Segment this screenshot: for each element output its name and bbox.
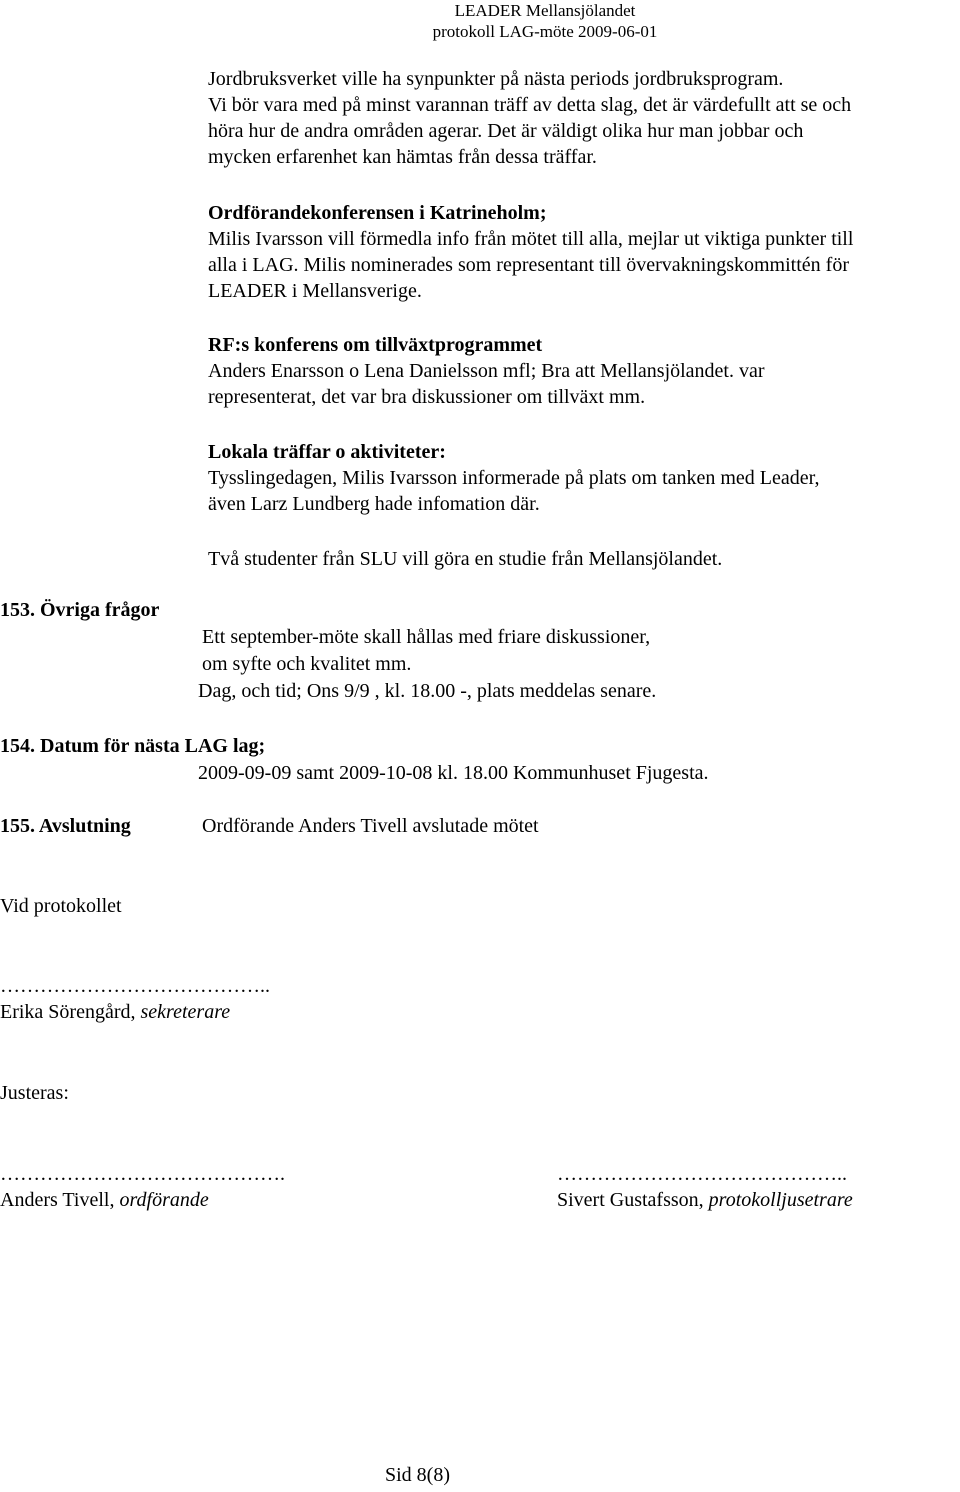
item-154-text: 2009-09-09 samt 2009-10-08 kl. 18.00 Kommunhuset Fjugesta. (198, 762, 709, 784)
section-heading-ordforandekonferens: Ordförandekonferensen i Katrineholm; (208, 202, 547, 224)
adjuster-signature (557, 1187, 853, 1213)
item-155-label: 155. Avslutning (0, 815, 131, 837)
item-154-label: 154. Datum för nästa LAG lag; (0, 735, 266, 757)
chair-name: Anders Tivell, (0, 1189, 120, 1211)
paragraph-line: Tysslingedagen, Milis Ivarsson informerade på plats om tanken med Leader, (208, 467, 820, 489)
item-153-line: Dag, och tid; Ons 9/9 , kl. 18.00 -, plats meddelas senare. (198, 680, 657, 702)
justeras-label: Justeras: (0, 1082, 69, 1104)
item-153-line: om syfte och kvalitet mm. (202, 653, 412, 675)
intro-line: Vi bör vara med på minst varannan träff av detta slag, det är värdefullt att se och (208, 94, 852, 116)
intro-line: mycken erfarenhet kan hämtas från dessa träffar. (208, 146, 597, 168)
paragraph-line: Två studenter från SLU vill göra en studie från Mellansjölandet. (208, 548, 723, 570)
paragraph-line: representerat, det var bra diskussioner om tillväxt mm. (208, 386, 646, 408)
item-155-text: Ordförande Anders Tivell avslutade mötet (202, 815, 539, 837)
item-153-label: 153. Övriga frågor (0, 599, 160, 621)
section-heading-lokala-traffar: Lokala träffar o aktiviteter: (208, 441, 446, 463)
paragraph-line: alla i LAG. Milis nominerades som representant till övervakningskommittén för (208, 254, 849, 276)
item-153-line: Ett september-möte skall hållas med friare diskussioner, (202, 626, 651, 648)
page-number: Sid 8(8) (385, 1464, 450, 1486)
signature-line-chair: ……………………………………. (0, 1163, 285, 1185)
secretary-name: Erika Sörengård, (0, 1001, 141, 1023)
intro-line: Jordbruksverket ville ha synpunkter på nästa periods jordbruksprogram. (208, 68, 784, 90)
chair-signature (0, 1187, 209, 1213)
secretary-role: sekreterare (140, 1001, 231, 1023)
paragraph-line: även Larz Lundberg hade infomation där. (208, 493, 540, 515)
chair-role: ordförande (119, 1189, 209, 1211)
adjuster-role: protokolljusetrare (708, 1189, 853, 1211)
header-title: LEADER Mellansjölandet (454, 1, 636, 20)
adjuster-name: Sivert Gustafsson, (557, 1189, 709, 1211)
paragraph-line: LEADER i Mellansverige. (208, 280, 422, 302)
secretary-signature (0, 999, 230, 1025)
paragraph-line: Milis Ivarsson vill förmedla info från mötet till alla, mejlar ut viktiga punkter till (208, 228, 854, 250)
signature-line-adjuster: …………………………………….. (557, 1163, 847, 1185)
header-subtitle: protokoll LAG-möte 2009-06-01 (432, 22, 658, 41)
intro-line: höra hur de andra områden agerar. Det är väldigt olika hur man jobbar och (208, 120, 804, 142)
signature-line-secretary: ………………………………….. (0, 975, 270, 997)
vid-protokollet: Vid protokollet (0, 895, 122, 917)
paragraph-line: Anders Enarsson o Lena Danielsson mfl; Bra att Mellansjölandet. var (208, 360, 765, 382)
section-heading-rf-konferens: RF:s konferens om tillväxtprogrammet (208, 334, 543, 356)
